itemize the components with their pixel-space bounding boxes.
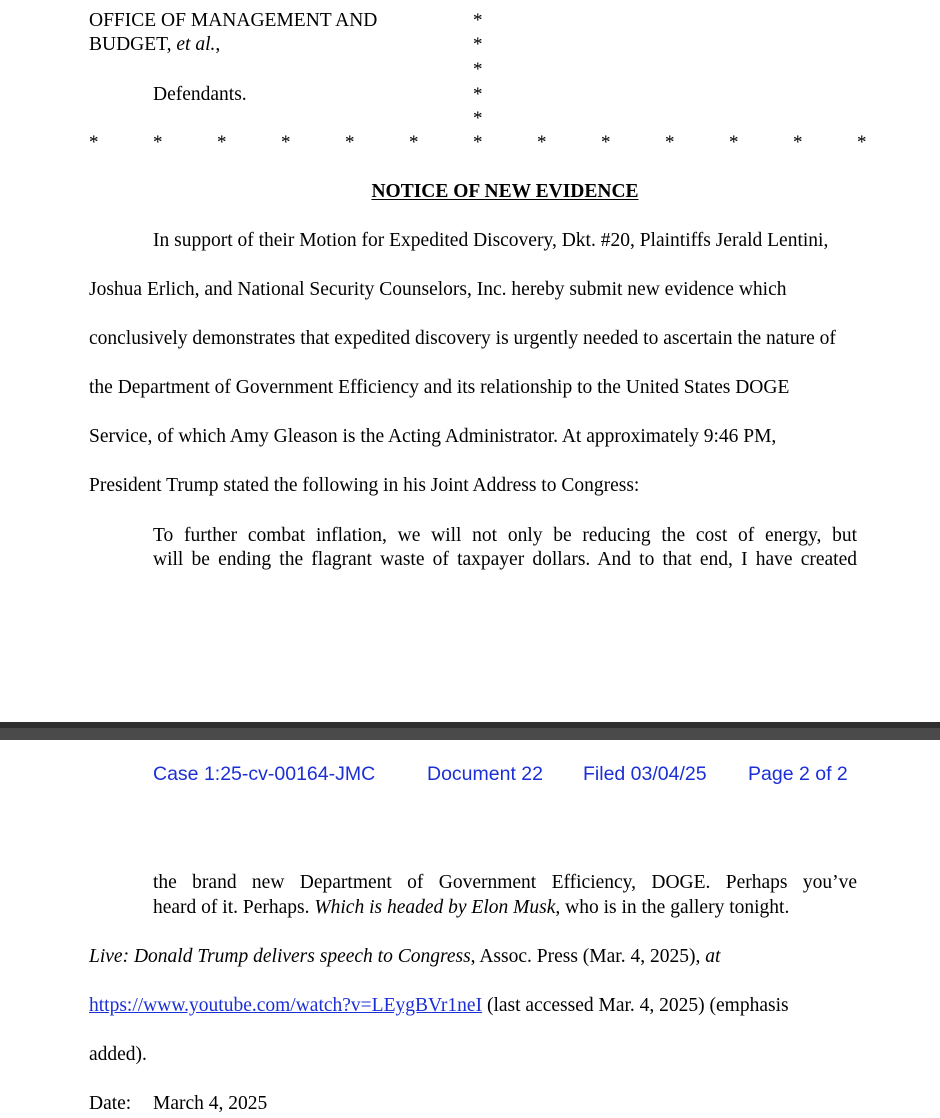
citation-url-link[interactable]: https://www.youtube.com/watch?v=LEygBVr1neI — [89, 995, 483, 1016]
separator-star: * — [537, 132, 547, 153]
separator-star: * — [409, 132, 419, 153]
separator-star: * — [281, 132, 291, 153]
quote-line-4 — [153, 896, 789, 920]
separator-star: * — [217, 132, 227, 153]
separator-star: * — [153, 132, 163, 153]
caption-role: Defendants. — [153, 84, 247, 105]
citation-at: at — [705, 946, 721, 967]
caption-star: * — [473, 34, 483, 55]
citation-access-note: (last accessed Mar. 4, 2025) (emphasis — [482, 995, 789, 1016]
caption-et-al: et al. — [176, 34, 216, 55]
separator-star: * — [89, 132, 99, 153]
caption-star: * — [473, 84, 483, 105]
document-title: NOTICE OF NEW EVIDENCE — [371, 181, 639, 202]
ecf-document-number: Document 22 — [427, 763, 543, 785]
quote-line-2: will be ending the flagrant waste of taxpayer dollars. And to that end, I have created — [153, 549, 857, 570]
ecf-case-number: Case 1:25-cv-00164-JMC — [153, 763, 376, 785]
page-break-shadow — [0, 722, 940, 728]
body-line-6: President Trump stated the following in his Joint Address to Congress: — [89, 475, 640, 496]
caption-line-1: OFFICE OF MANAGEMENT AND — [89, 10, 378, 31]
quote-line-4-end: , who is in the gallery tonight. — [555, 897, 790, 918]
caption-star: * — [473, 108, 483, 129]
body-line-2: Joshua Erlich, and National Security Counselors, Inc. hereby submit new evidence which — [89, 279, 787, 300]
citation-line-2 — [89, 994, 789, 1018]
separator-star: * — [473, 132, 483, 153]
citation-title: Live: Donald Trump delivers speech to Congress — [89, 946, 471, 967]
caption-star: * — [473, 59, 483, 80]
citation-source: , Assoc. Press (Mar. 4, 2025), — [470, 946, 706, 967]
caption-defendant-name: BUDGET, — [89, 34, 177, 55]
separator-star: * — [665, 132, 675, 153]
quote-line-3: the brand new Department of Government Efficiency, DOGE. Perhaps you’ve — [153, 872, 857, 893]
body-line-3: conclusively demonstrates that expedited discovery is urgently needed to ascertain the nature of — [89, 328, 836, 349]
body-line-5: Service, of which Amy Gleason is the Acting Administrator. At approximately 9:46 PM, — [89, 426, 777, 447]
citation-line-3: added). — [89, 1044, 147, 1065]
quote-emphasis: Which is headed by Elon Musk — [314, 897, 556, 918]
separator-star: * — [793, 132, 803, 153]
ecf-page-number: Page 2 of 2 — [748, 763, 848, 785]
citation-line-1 — [89, 945, 720, 969]
body-line-4: the Department of Government Efficiency and its relationship to the United States DOGE — [89, 377, 790, 398]
caption-line-2 — [89, 33, 220, 57]
date-value: March 4, 2025 — [153, 1093, 268, 1114]
separator-star: * — [345, 132, 355, 153]
caption-star: * — [473, 10, 483, 31]
separator-star: * — [601, 132, 611, 153]
quote-line-1: To further combat inflation, we will not only be reducing the cost of energy, but — [153, 525, 857, 546]
body-line-1: In support of their Motion for Expedited Discovery, Dkt. #20, Plaintiffs Jerald Lentini, — [153, 230, 829, 251]
separator-star: * — [857, 132, 867, 153]
quote-line-4-start: heard of it. Perhaps. — [153, 897, 315, 918]
ecf-filed-date: Filed 03/04/25 — [583, 763, 707, 785]
separator-star: * — [729, 132, 739, 153]
date-label: Date: — [89, 1093, 132, 1114]
caption-comma: , — [215, 34, 221, 55]
